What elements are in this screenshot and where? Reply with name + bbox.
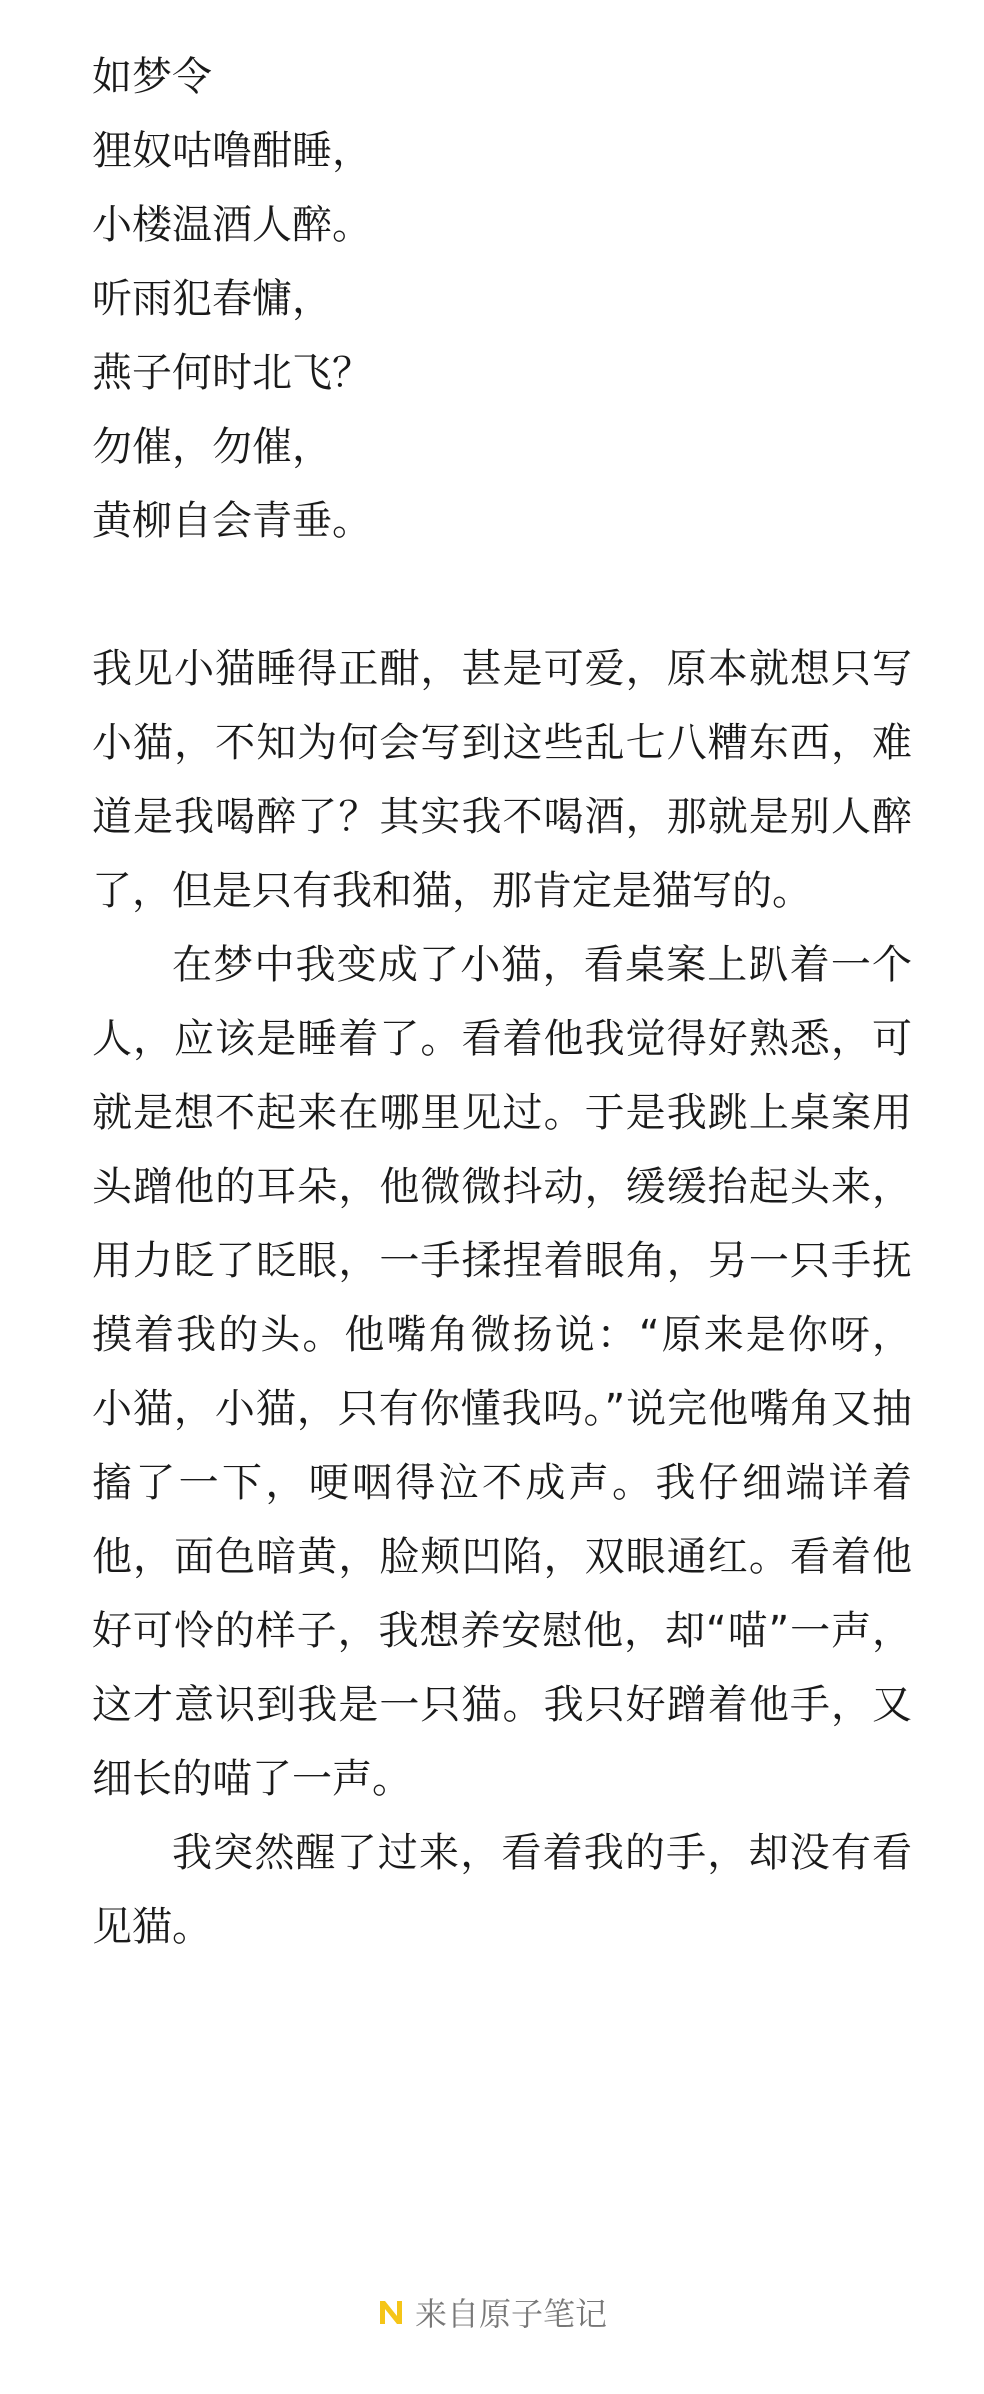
atom-notes-logo-icon [377,2297,405,2327]
poem-line: 黄柳自会青垂。 [92,498,372,544]
poem-line: 狸奴咕噜酣睡， [92,128,372,174]
source-footer [0,2290,984,2334]
paragraph: 在梦中我变成了小猫，看桌案上趴着一个人，应该是睡着了。看着他我觉得好熟悉，可就是想不起来在哪里见过。于是我跳上桌案用头蹭他的耳朵，他微微抖动，缓缓抬起头来，用力眨了眨眼，一手揉捏着眼角，另一只手抚摸着我的头。他嘴角微扬说：“原来是你呀，小猫，小猫，只有你懂我吗。”说完他嘴角又抽搐了一下，哽咽得泣不成声。我仔细端详着他，面色暗黄，脸颊凹陷，双眼通红。看着他好可怜的样子，我想养安慰他，却“喵”一声，这才意识到我是一只猫。我只好蹭着他手，又细长的喵了一声。 [92,942,912,1802]
poem-line: 小楼温酒人醉。 [92,202,372,248]
poem-title: 如梦令 [92,54,212,100]
poem-line: 听雨犯春慵， [92,276,332,322]
source-label: 来自原子笔记 [414,2295,607,2333]
poem-line: 燕子何时北飞？ [92,350,372,396]
paragraph: 我见小猫睡得正酣，甚是可爱，原本就想只写小猫，不知为何会写到这些乱七八糟东西，难道是我喝醉了？其实我不喝酒，那就是别人醉了，但是只有我和猫，那肯定是猫写的。 [92,646,912,914]
poem [92,40,912,558]
poem-line: 勿催，勿催， [92,424,332,470]
note-content [92,40,912,1964]
paragraph: 我突然醒了过来，看着我的手，却没有看见猫。 [92,1830,912,1950]
prose [92,632,912,1964]
